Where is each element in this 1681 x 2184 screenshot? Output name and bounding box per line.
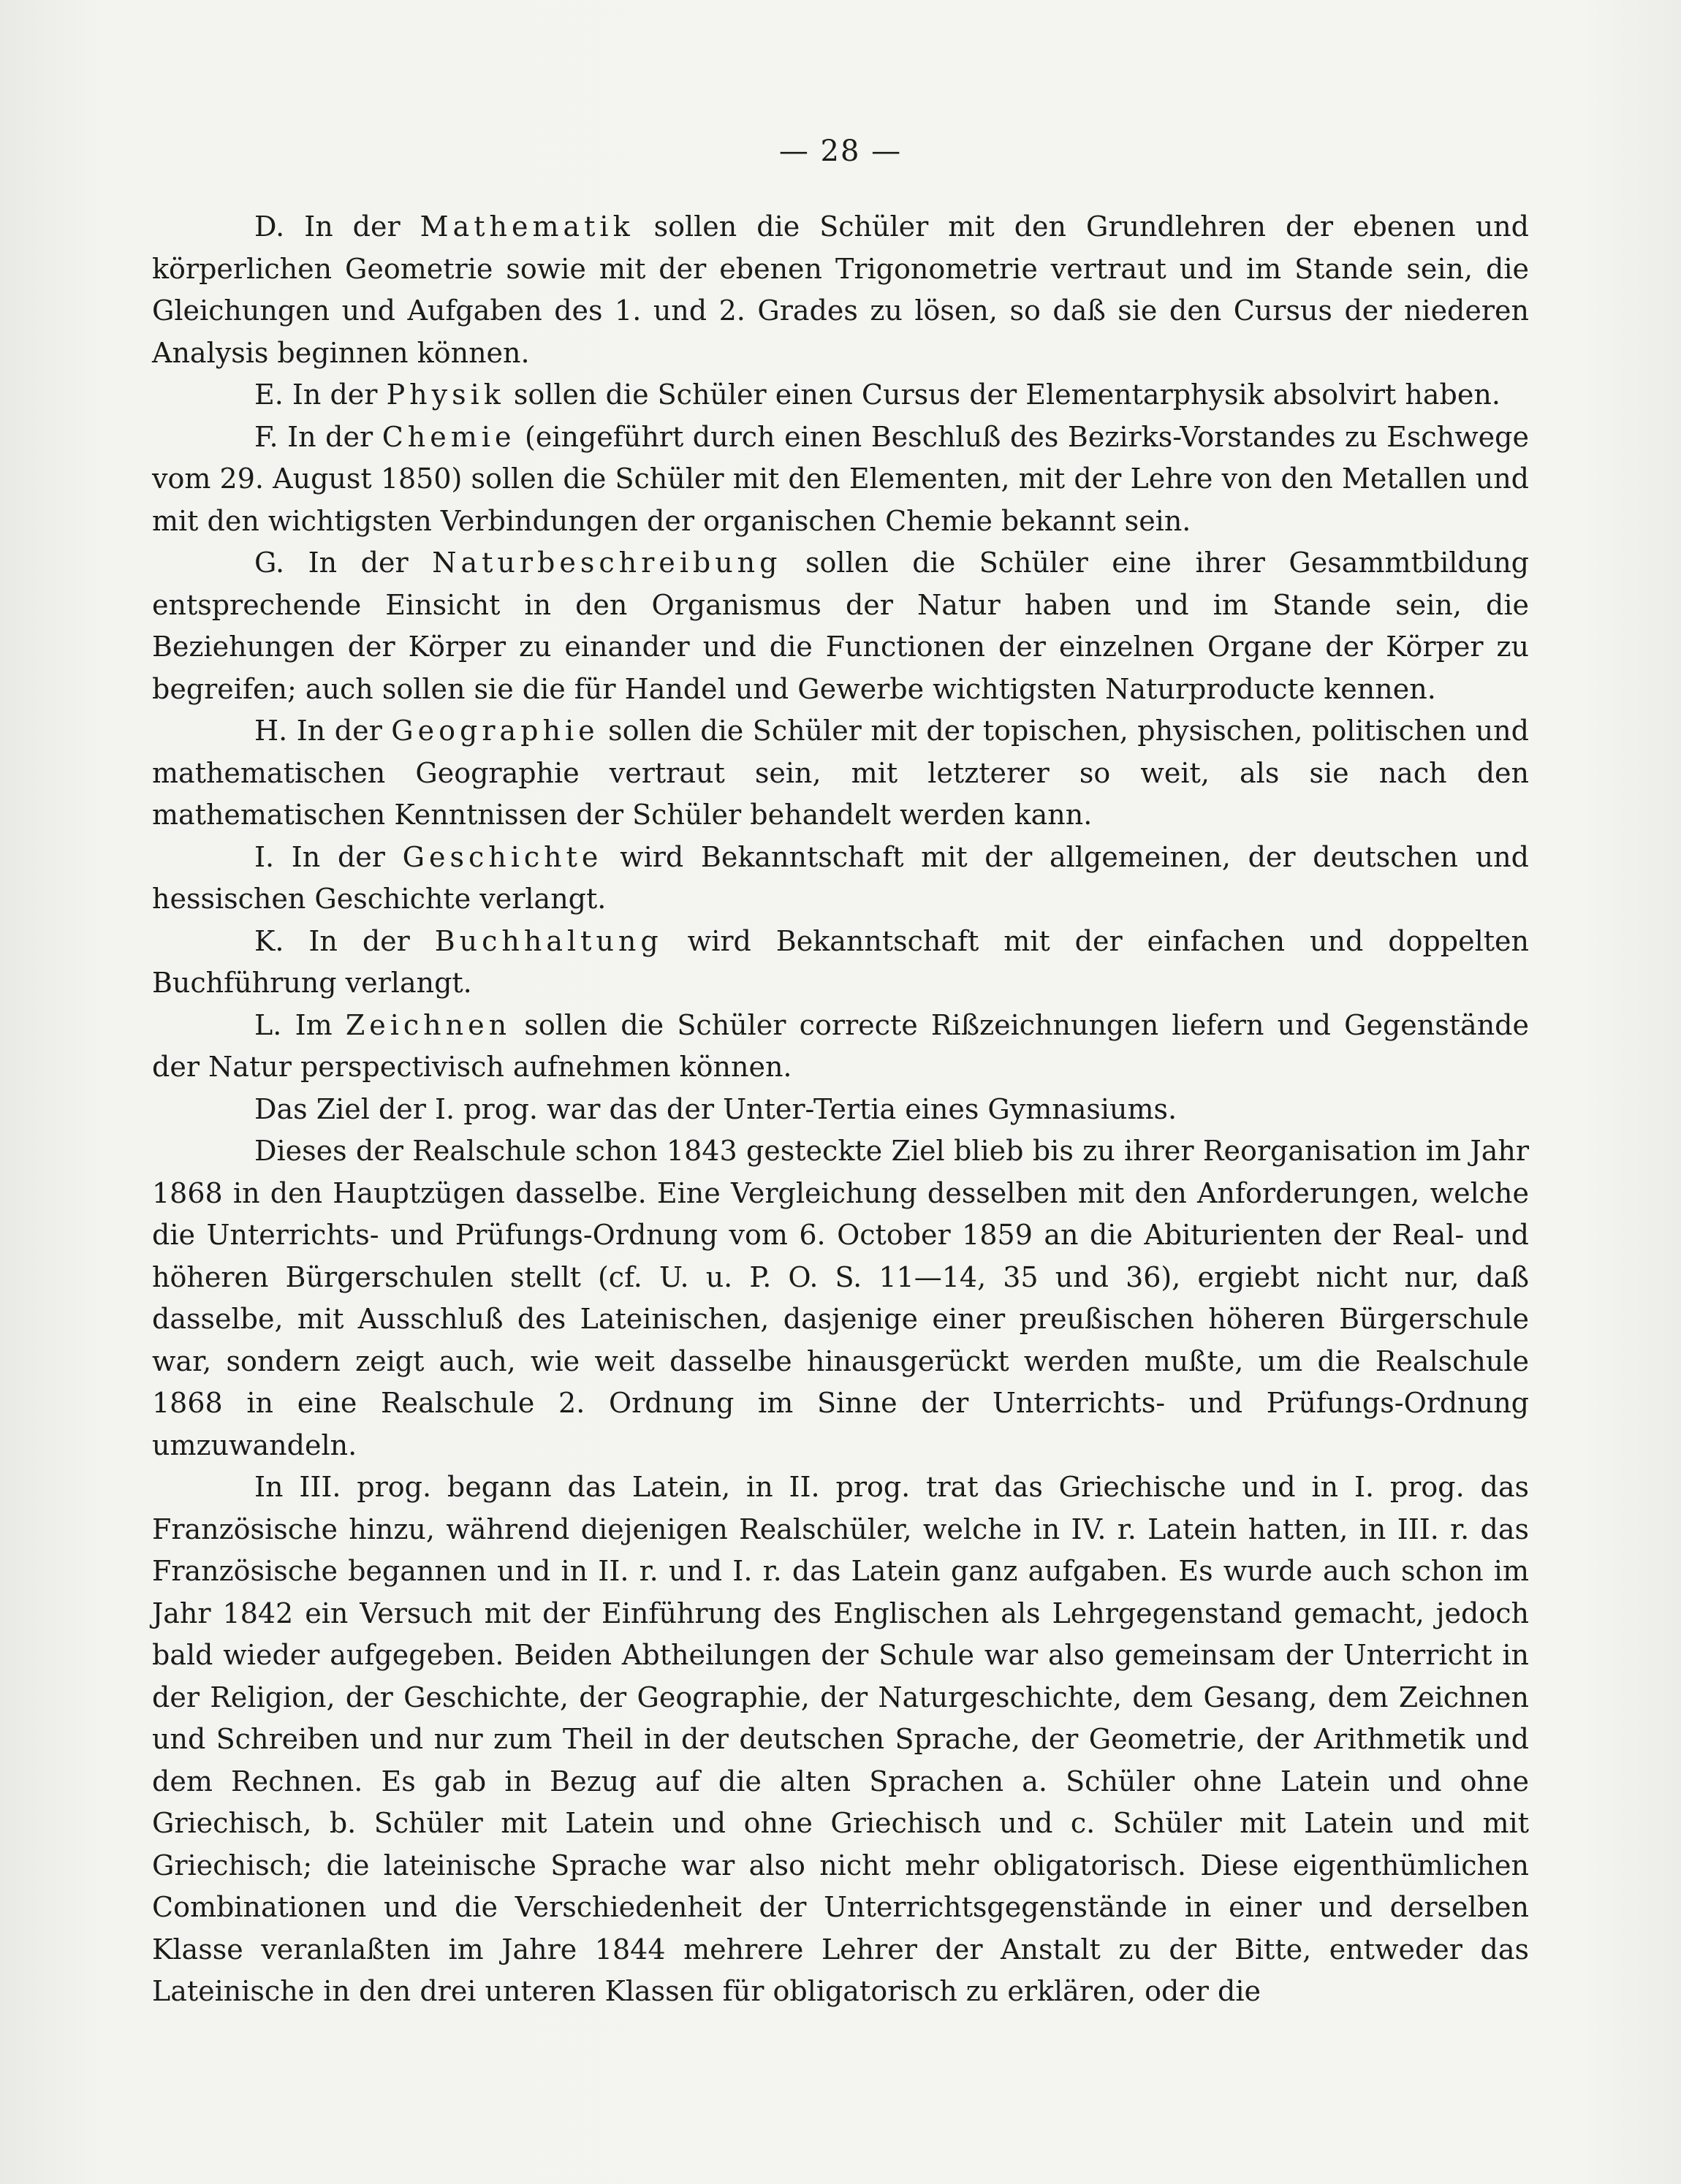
paragraph-lead: In der: [291, 840, 385, 873]
paragraph-body: wird Bekanntschaft mit der einfachen und doppelten Buchführung verlangt.: [152, 924, 1529, 999]
paragraph-label: H.: [254, 715, 288, 747]
paragraph-body: sollen die Schüler correcte Rißzeichnungen liefern und Gegenstände der Natur perspectivisch aufnehmen können.: [152, 1008, 1529, 1083]
paragraph-geography: [152, 710, 1529, 837]
body-text: [152, 206, 1529, 2013]
subject-term: Geschichte: [402, 840, 603, 873]
subject-term: Geographie: [391, 715, 599, 747]
paragraph-label: L.: [254, 1008, 282, 1041]
paragraph-natural-history: [152, 542, 1529, 710]
paragraph-body: sollen die Schüler einen Cursus der Elementarphysik absolvirt haben.: [513, 378, 1500, 411]
paragraph-goal: [152, 1089, 1529, 1131]
page-number: — 28 —: [778, 134, 903, 168]
paragraph-body: Das Ziel der I. prog. war das der Unter-Tertia eines Gymnasiums.: [254, 1092, 1177, 1125]
paragraph-label: F.: [254, 420, 278, 453]
subject-term: Zeichnen: [345, 1008, 512, 1041]
paragraph-body: sollen die Schüler eine ihrer Gesammtbildung entsprechende Einsicht in den Organismus der Natur haben und im Stande sein, die Beziehungen der Körper zu einander und die Functionen der einzelnen Organe der Körper zu begreifen; auch sollen sie die für Handel und Gewerbe wichtigsten Naturproducte kennen.: [152, 547, 1529, 705]
paragraph-label: G.: [254, 547, 285, 579]
paragraph-physics: [152, 374, 1529, 416]
paragraph-label: D.: [254, 210, 285, 243]
paragraph-label: I.: [254, 840, 275, 873]
paragraph-body: In III. prog. begann das Latein, in II. prog. trat das Griechische und in I. prog. das Französische hinzu, während diejenigen Realschüler, welche in IV. r. Latein hatten, in III. r. das Französische begannen und in II. r. und I. r. das Latein ganz aufgaben. Es wurde auch schon im Jahr 1842 ein Versuch mit der Einführung des Englischen als Lehrgegenstand gemacht, jedoch bald wieder aufgegeben. Beiden Abtheilungen der Schule war also gemeinsam der Unterricht in der Religion, der Geschichte, der Geographie, der Naturgeschichte, dem Gesang, dem Zeichnen und Schreiben und nur zum Theil in der deutschen Sprache, der Geometrie, der Arithmetik und dem Rechnen. Es gab in Bezug auf die alten Sprachen a. Schüler ohne Latein und ohne Griechisch, b. Schüler mit Latein und ohne Griechisch und c. Schüler mit Latein und mit Griechisch; die lateinische Sprache war also nicht mehr obligatorisch. Diese eigenthümlichen Combinationen und die Verschiedenheit der Unterrichtsgegenstände in einer und derselben Klasse veranlaßten im Jahre 1844 mehrere Lehrer der Anstalt zu der Bitte, entweder das Lateinische in den drei unteren Klassen für obligatorisch zu erklären, oder die: [152, 1471, 1529, 2007]
subject-term: Chemie: [382, 420, 516, 453]
paragraph-lead: In der: [296, 715, 382, 747]
paragraph-chemistry: [152, 416, 1529, 543]
paragraph-label: E.: [254, 378, 284, 411]
paragraph-label: K.: [254, 924, 284, 957]
paragraph-bookkeeping: [152, 921, 1529, 1005]
subject-term: Buchhaltung: [434, 924, 663, 957]
paragraph-lead: In der: [308, 547, 409, 579]
paragraph-body: sollen die Schüler mit den Grundlehren der ebenen und körperlichen Geometrie sowie mit der ebenen Trigonometrie vertraut und im Stande sein, die Gleichungen und Aufgaben des 1. und 2. Grades zu lösen, so daß sie den Cursus der niederen Analysis beginnen können.: [152, 210, 1529, 369]
paragraph-body: (eingeführt durch einen Beschluß des Bezirks-Vorstandes zu Eschwege vom 29. August 1850) sollen die Schüler mit den Elementen, mit der Lehre von den Metallen und mit den wichtigsten Verbindungen der organischen Chemie bekannt sein.: [152, 420, 1529, 537]
subject-term: Naturbeschreibung: [432, 547, 782, 579]
paragraph-lead: In der: [287, 420, 373, 453]
paragraph-body: wird Bekanntschaft mit der allgemeinen, der deutschen und hessischen Geschichte verlangt.: [152, 840, 1529, 915]
paragraph-drawing: [152, 1005, 1529, 1089]
paragraph-body: Dieses der Realschule schon 1843 gesteckte Ziel blieb bis zu ihrer Reorganisation im Jahr 1868 in den Hauptzügen dasselbe. Eine Vergleichung desselben mit den Anforderungen, welche die Unterrichts- und Prüfungs-Ordnung vom 6. October 1859 an die Abiturienten der Real- und höheren Bürgerschulen stellt (cf. U. u. P. O. S. 11—14, 35 und 36), ergiebt nicht nur, daß dasselbe, mit Ausschluß des Lateinischen, dasjenige einer preußischen höheren Bürgerschule war, sondern zeigt auch, wie weit dasselbe hinausgerückt werden mußte, um die Realschule 1868 in eine Realschule 2. Ordnung im Sinne der Unterrichts- und Prüfungs-Ordnung umzuwandeln.: [152, 1135, 1529, 1461]
paragraph-lead: Im: [295, 1008, 333, 1041]
subject-term: Physik: [386, 378, 505, 411]
paragraph-reorganisation: [152, 1130, 1529, 1466]
paragraph-history: [152, 837, 1529, 921]
paragraph-lead: In der: [304, 210, 401, 243]
paragraph-lead: In der: [292, 378, 378, 411]
paragraph-lead: In der: [308, 924, 410, 957]
paragraph-body: sollen die Schüler mit der topischen, physischen, politischen und mathematischen Geographie vertraut sein, mit letzterer so weit, als sie nach den mathematischen Kenntnissen der Schüler behandelt werden kann.: [152, 715, 1529, 831]
paragraph-mathematics: [152, 206, 1529, 374]
paragraph-languages: [152, 1466, 1529, 2013]
subject-term: Mathematik: [420, 210, 634, 243]
